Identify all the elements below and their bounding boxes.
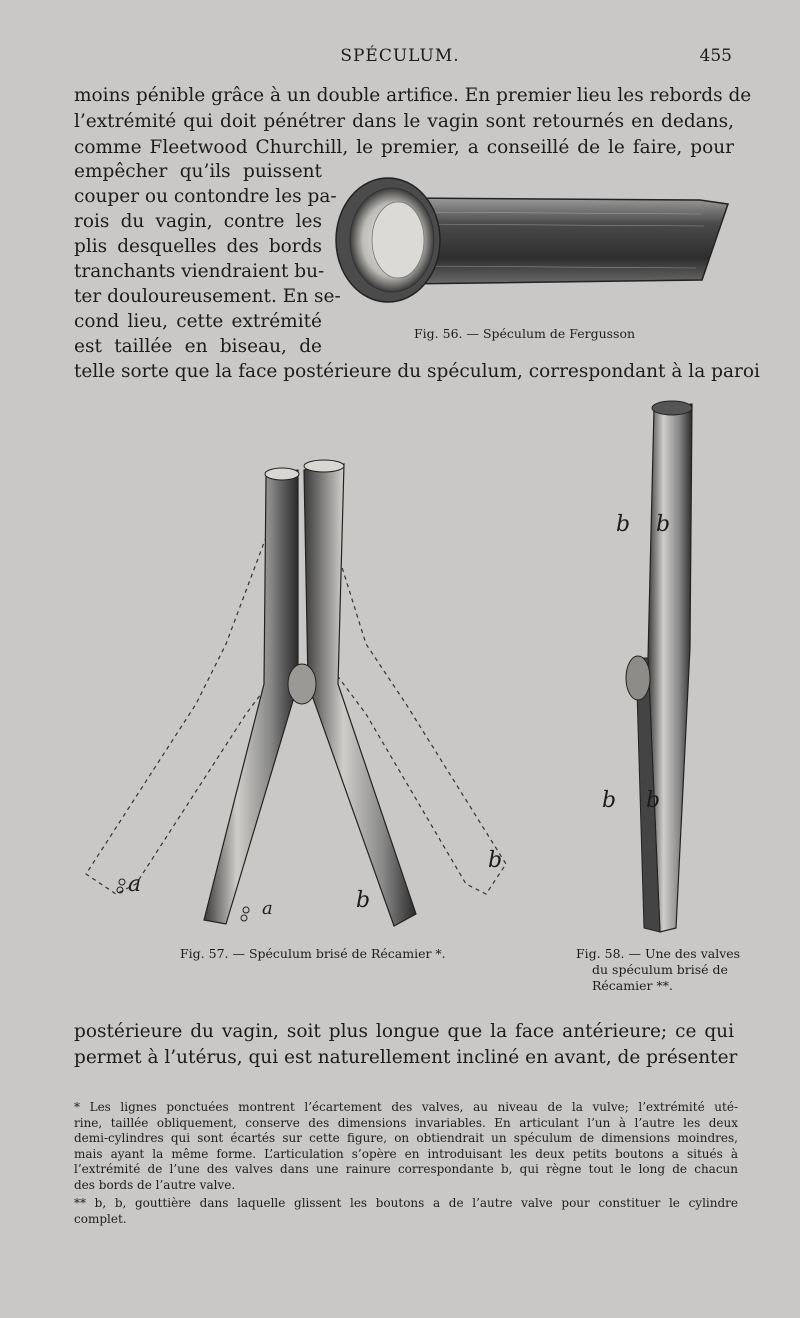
figure-57-label-a: a (128, 872, 142, 897)
figure-57-label-b: b (356, 888, 371, 913)
figure-57-label-a: a (262, 898, 273, 919)
text-line: couper ou contondre les pa- (74, 186, 337, 207)
figure-56-caption: Fig. 56. — Spéculum de Fergusson (414, 326, 636, 341)
page-number: 455 (699, 46, 732, 66)
text-line: empêcher qu’ils puissent (74, 161, 322, 182)
running-header: SPÉCULUM. (340, 46, 460, 66)
footnote-line: complet. (74, 1211, 127, 1226)
figure-58-caption: du spéculum brisé de (592, 962, 728, 977)
figure-58-label-b: b (616, 512, 631, 537)
figure-58-label-b: b (646, 788, 661, 813)
figure-57-label-b: b (488, 848, 503, 873)
figure-58-caption: Fig. 58. — Une des valves (576, 946, 741, 961)
text-line: comme Fleetwood Churchill, le premier, a conseillé de le faire, pour (74, 137, 734, 158)
text-line: cond lieu, cette extrémité (74, 311, 322, 332)
figure-58-speculum-valve (596, 398, 706, 938)
footnote-line: ** b, b, gouttière dans laquelle glissent les boutons a de l’autre valve pour constituer le cylindre (74, 1196, 738, 1210)
footnote-line: mais ayant la même forme. L’articulation s’opère en introduisant les deux petits boutons a situés à (74, 1146, 738, 1161)
figure-57-recamier-speculum (76, 444, 516, 934)
figure-58-caption: Récamier **. (592, 978, 673, 993)
figure-57-caption: Fig. 57. — Spéculum brisé de Récamier *. (180, 946, 446, 961)
text-line: est taillée en biseau, de (74, 336, 322, 357)
figure-58-label-b: b (656, 512, 671, 537)
footnote-line: * Les lignes ponctuées montrent l’écartement des valves, au niveau de la vulve; l’extrémité uté- (74, 1100, 738, 1114)
footnote-2 (74, 1196, 738, 1227)
text-line: l’extrémité qui doit pénétrer dans le vagin sont retournés en dedans, (74, 111, 734, 132)
text-line: telle sorte que la face postérieure du spéculum, correspondant à la paroi (74, 361, 760, 382)
text-line: ter douloureusement. En se- (74, 286, 341, 307)
text-line: rois du vagin, contre les (74, 211, 322, 232)
text-line: moins pénible grâce à un double artifice. En premier lieu les rebords de (74, 85, 752, 106)
figure-56-fergusson-speculum (332, 170, 736, 320)
footnote-line: l’extrémité de l’une des valves dans une rainure correspondante b, qui règne tout le long de chacun (74, 1162, 738, 1176)
figure-58-label-b: b (602, 788, 617, 813)
footnote-line: demi-cylindres qui sont écartés sur cette figure, on obtiendrait un spéculum de dimensions moindres, (74, 1131, 738, 1145)
text-line: tranchants viendraient bu- (74, 261, 325, 282)
text-line: plis desquelles des bords (74, 236, 322, 257)
footnote-1 (74, 1100, 738, 1193)
text-line: postérieure du vagin, soit plus longue que la face antérieure; ce qui (74, 1021, 734, 1042)
text-line: permet à l’utérus, qui est naturellement incliné en avant, de présenter (74, 1047, 738, 1068)
footnote-line: rine, taillée obliquement, conserve des dimensions invariables. En articulant l’un à l’autre les deux (74, 1115, 738, 1130)
footnote-line: des bords de l’autre valve. (74, 1177, 236, 1192)
